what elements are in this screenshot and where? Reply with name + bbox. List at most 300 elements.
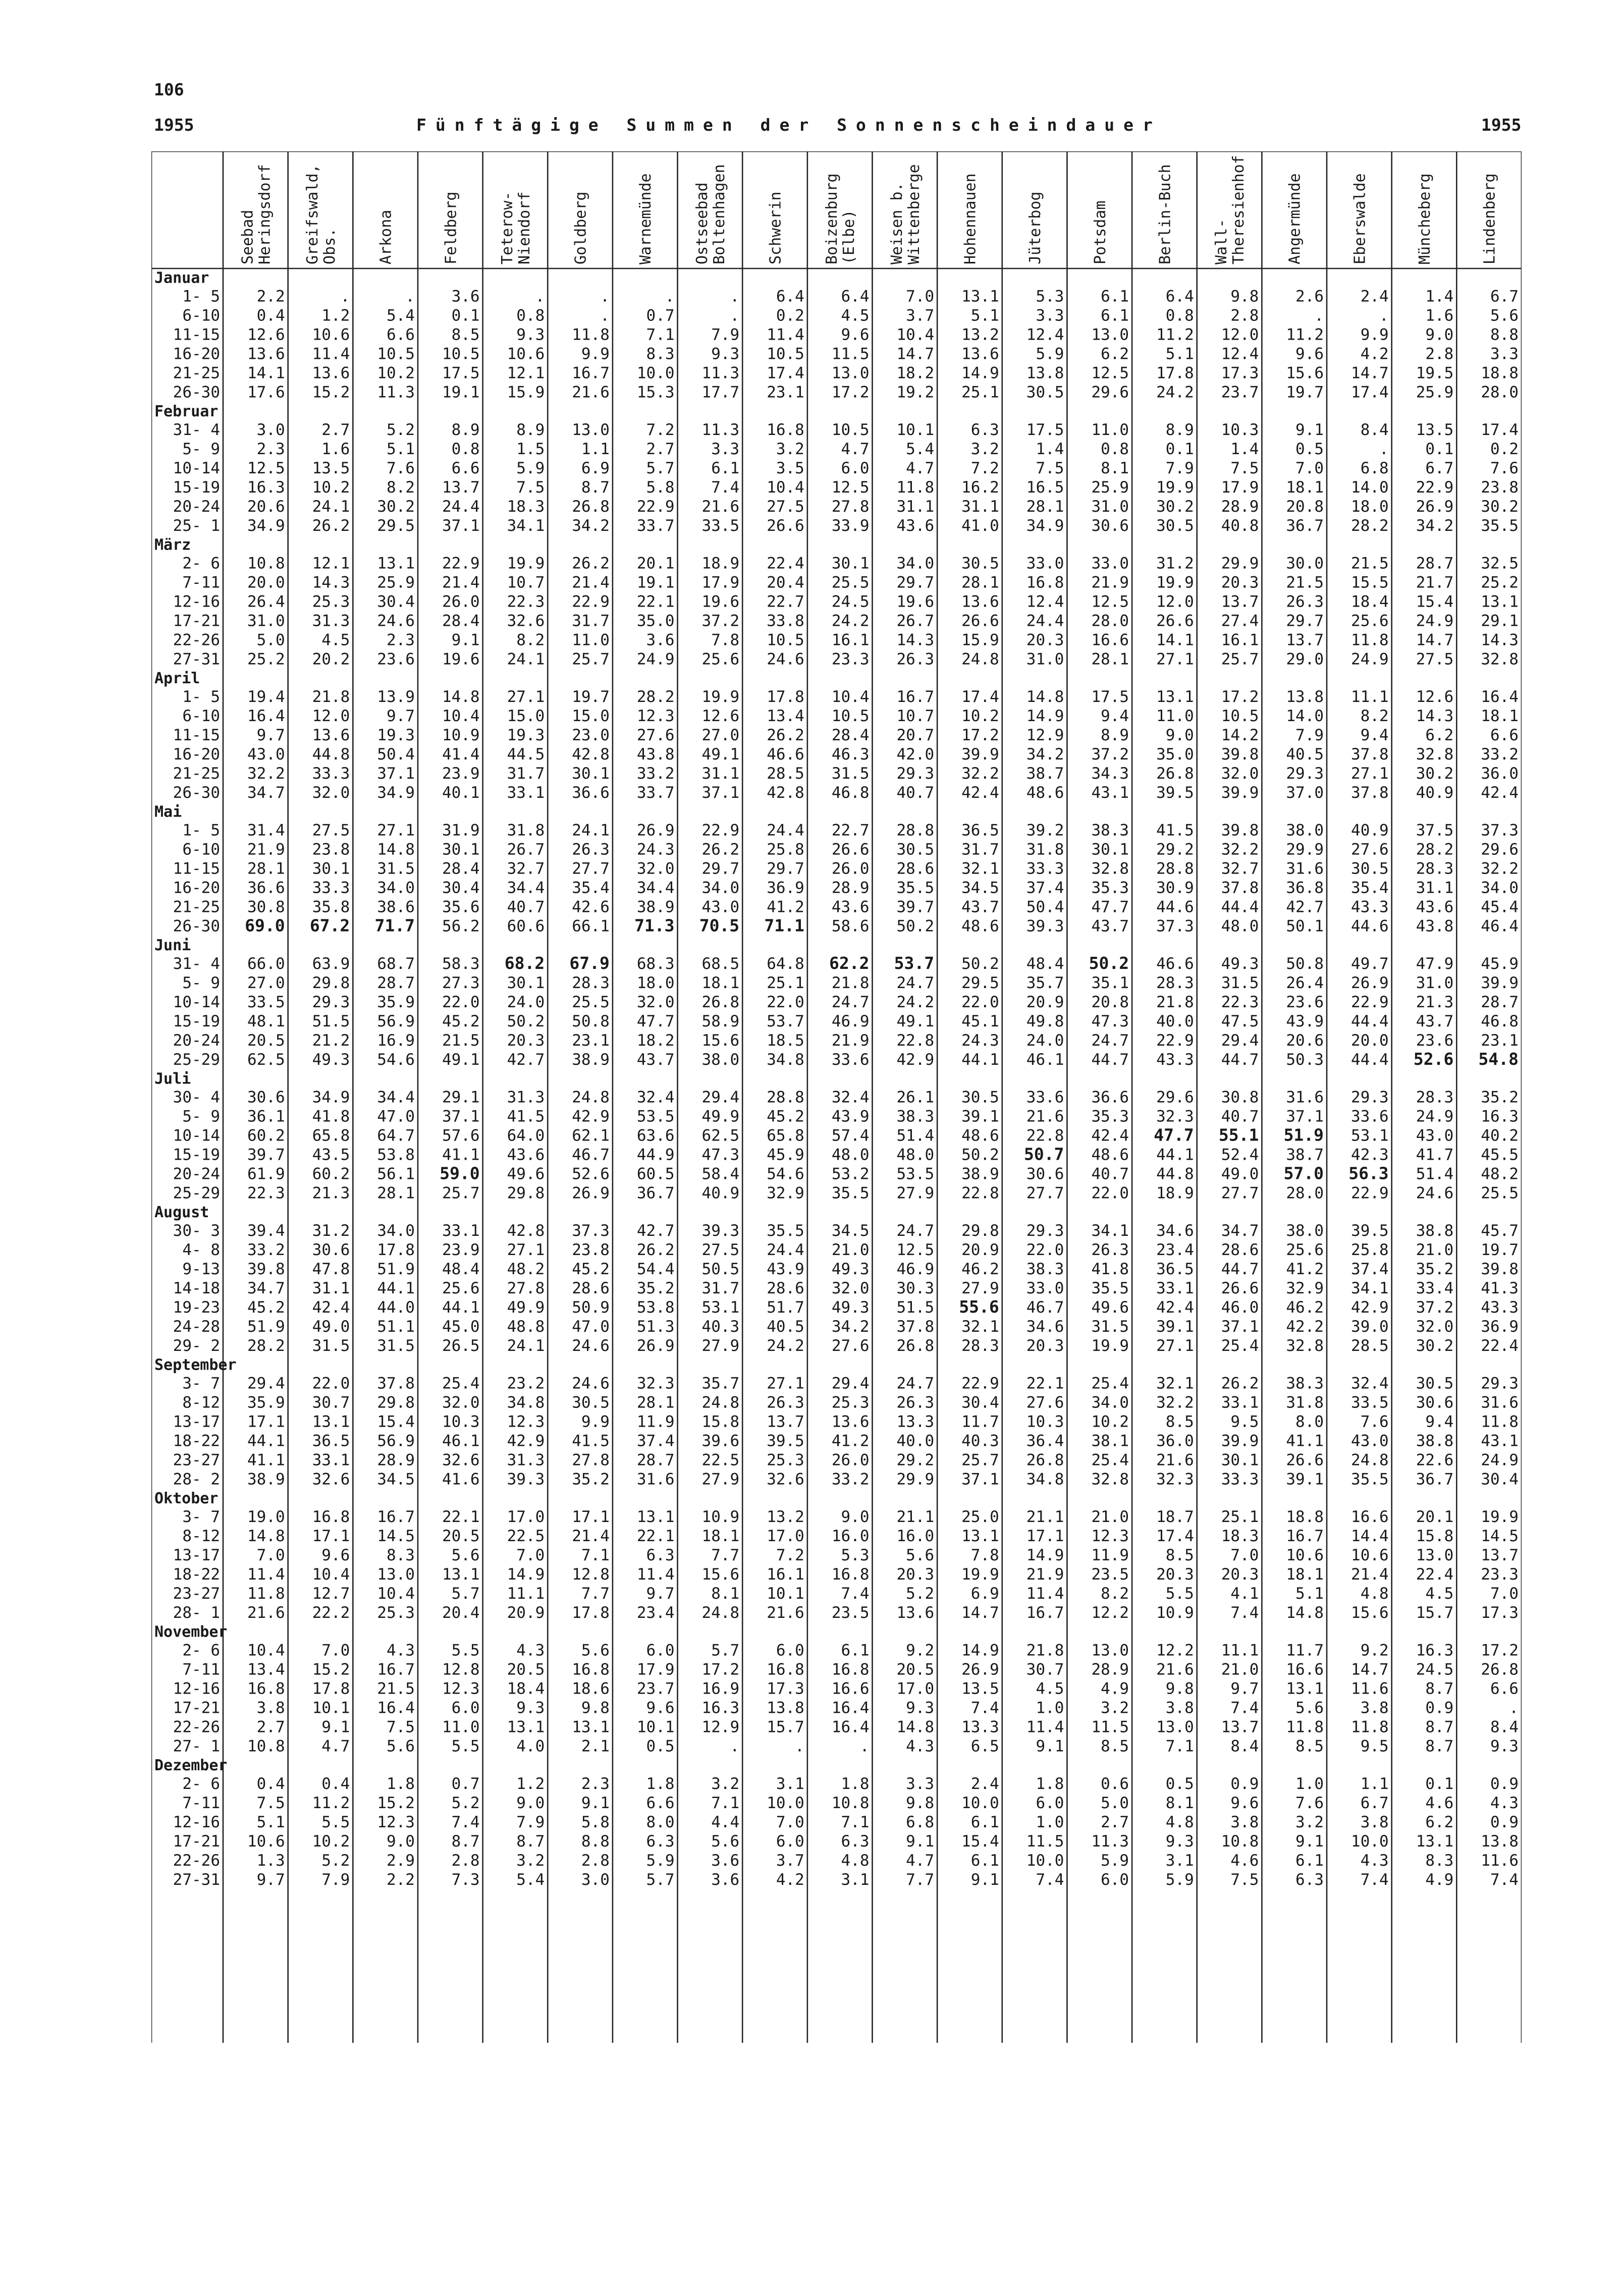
period-label: 26-30 [173, 383, 220, 402]
table-cell: 22.5 [701, 1451, 740, 1470]
table-cell: 37.2 [701, 612, 740, 630]
table-cell: 28.3 [572, 974, 610, 992]
table-cell: 9.9 [581, 345, 610, 363]
table-cell: 26.6 [1221, 1279, 1259, 1297]
table-cell: 11.3 [701, 364, 740, 383]
table-cell: 16.1 [767, 1565, 804, 1584]
table-cell: 30.1 [507, 974, 545, 992]
table-cell: 44.7 [1221, 1051, 1259, 1069]
table-cell: 6.1 [1295, 1852, 1324, 1870]
table-cell: 31.5 [831, 765, 870, 783]
table-cell: 32.7 [507, 859, 545, 878]
table-cell: 5.2 [451, 1794, 480, 1812]
table-cell: 33.1 [442, 1222, 480, 1240]
table-cell: 62.2 [829, 953, 870, 973]
table-cell: 28.2 [1416, 840, 1454, 859]
table-cell: 41.7 [1416, 1146, 1454, 1164]
table-cell: 47.7 [636, 1012, 675, 1030]
table-cell: 27.1 [507, 1241, 545, 1259]
table-cell: 49.9 [701, 1107, 740, 1126]
table-cell: 7.1 [1165, 1737, 1194, 1756]
table-cell: 39.8 [1221, 821, 1259, 840]
table-cell: 39.7 [247, 1146, 285, 1164]
table-cell: 0.7 [646, 306, 675, 325]
table-cell: 35.5 [1091, 1279, 1129, 1297]
table-cell: 25.9 [377, 573, 415, 592]
table-cell: 13.1 [442, 1565, 480, 1584]
table-cell: 31.3 [507, 1451, 545, 1470]
table-cell: 6.3 [841, 1832, 870, 1851]
table-cell: 0.9 [1490, 1813, 1519, 1831]
table-cell: 22.3 [507, 592, 545, 611]
table-cell: 35.6 [442, 898, 480, 916]
table-cell: 18.1 [701, 1527, 740, 1545]
table-cell: 42.9 [572, 1107, 610, 1126]
table-cell: 44.7 [1221, 1260, 1259, 1278]
table-cell: 48.6 [961, 1126, 999, 1145]
table-cell: 24.6 [377, 612, 415, 630]
table-cell: 8.3 [1425, 1852, 1454, 1870]
table-cell: 0.4 [321, 1775, 350, 1793]
period-label: 17-21 [173, 1832, 220, 1851]
table-cell: 36.6 [1091, 1088, 1129, 1107]
table-cell: 32.7 [1221, 859, 1259, 878]
table-cell: 6.3 [646, 1832, 675, 1851]
table-cell: 24.7 [831, 993, 870, 1011]
period-label: 25-29 [173, 1184, 220, 1203]
station-name: Angermünde [1286, 173, 1304, 264]
table-cell: 30.2 [1481, 498, 1519, 516]
table-cell: 31.5 [377, 1337, 415, 1355]
table-cell: 18.4 [507, 1679, 545, 1698]
table-cell: 14.1 [247, 364, 285, 383]
table-cell: 37.3 [572, 1222, 610, 1240]
table-cell: 5.3 [841, 1546, 870, 1564]
table-cell: 68.3 [636, 955, 675, 973]
period-label: 20-24 [173, 498, 220, 516]
table-cell: 10.7 [507, 573, 545, 592]
table-cell: 12.3 [636, 707, 675, 725]
table-cell: 28.0 [1481, 383, 1519, 402]
table-cell: 0.9 [1425, 1699, 1454, 1717]
table-cell: 50.2 [896, 917, 935, 936]
table-cell: 34.2 [572, 517, 610, 535]
table-cell: 47.5 [1221, 1012, 1259, 1030]
table-cell: 17.8 [767, 688, 804, 706]
table-cell: 13.1 [312, 1413, 350, 1431]
table-cell: 23.9 [442, 765, 480, 783]
table-cell: 50.2 [1089, 953, 1129, 973]
table-cell: 12.7 [312, 1585, 350, 1603]
period-label: 28- 2 [173, 1470, 220, 1489]
table-cell: 39.9 [1221, 784, 1259, 802]
table-cell: 68.7 [377, 955, 415, 973]
table-cell: 60.2 [312, 1165, 350, 1183]
table-cell: 6.6 [1490, 726, 1519, 744]
table-cell: 34.7 [1221, 1222, 1259, 1240]
table-cell: 10.8 [831, 1794, 870, 1812]
table-cell: 30.4 [961, 1393, 999, 1412]
table-cell: 40.3 [961, 1432, 999, 1450]
table-cell: 61.9 [247, 1165, 285, 1183]
table-cell: . [340, 287, 350, 306]
table-cell: 21.4 [1351, 1565, 1389, 1584]
table-cell: 38.0 [1286, 821, 1324, 840]
table-cell: 27.5 [767, 498, 804, 516]
table-cell: 5.6 [1295, 1699, 1324, 1717]
table-cell: 25.4 [1221, 1337, 1259, 1355]
station-name: Theresienhof [1230, 155, 1248, 264]
table-cell: 50.4 [377, 745, 415, 764]
table-cell: 21.9 [1026, 1565, 1064, 1584]
table-cell: 23.7 [636, 1679, 675, 1698]
table-cell: 15.8 [1416, 1527, 1454, 1545]
table-cell: 4.5 [321, 631, 350, 649]
table-cell: 51.1 [377, 1318, 415, 1336]
table-cell: 51.4 [896, 1126, 935, 1145]
table-cell: 31.1 [961, 498, 999, 516]
table-cell: 10.6 [312, 325, 350, 344]
table-cell: 30.2 [1156, 498, 1194, 516]
table-cell: 40.3 [701, 1318, 740, 1336]
table-cell: 34.0 [377, 879, 415, 897]
table-cell: 17.1 [247, 1413, 285, 1431]
table-cell: 7.2 [970, 459, 999, 477]
table-cell: 25.2 [247, 650, 285, 669]
table-cell: 53.8 [636, 1298, 675, 1317]
table-cell: 71.7 [374, 915, 415, 936]
table-cell: 37.1 [1286, 1107, 1324, 1126]
table-cell: 23.1 [767, 383, 804, 402]
table-cell: 9.1 [321, 1718, 350, 1736]
period-label: 11-15 [173, 859, 220, 878]
table-cell: 5.1 [970, 306, 999, 325]
table-cell: 9.9 [581, 1413, 610, 1431]
table-cell: 21.4 [572, 1527, 610, 1545]
table-cell: 42.4 [312, 1298, 350, 1317]
table-cell: 64.8 [767, 955, 804, 973]
table-cell: 18.1 [701, 974, 740, 992]
table-cell: 20.8 [1286, 498, 1324, 516]
table-cell: 67.9 [569, 953, 610, 973]
table-cell: 11.5 [1091, 1718, 1129, 1736]
period-label: 1- 5 [182, 287, 220, 306]
table-cell: 9.0 [1165, 726, 1194, 744]
table-cell: 33.1 [1156, 1279, 1194, 1297]
table-cell: 43.7 [636, 1051, 675, 1069]
table-cell: 40.5 [767, 1318, 804, 1336]
table-cell: 50.1 [1286, 917, 1324, 936]
table-cell: 30.1 [312, 859, 350, 878]
table-cell: 46.0 [1221, 1298, 1259, 1317]
table-cell: 14.7 [1416, 631, 1454, 649]
table-cell: 0.5 [646, 1737, 675, 1756]
table-cell: 8.7 [516, 1832, 545, 1851]
table-cell: 18.7 [1156, 1508, 1194, 1526]
table-cell: 40.8 [1221, 517, 1259, 535]
table-cell: 38.3 [1026, 1260, 1064, 1278]
table-cell: 50.8 [572, 1012, 610, 1030]
table-cell: 20.6 [247, 498, 285, 516]
table-cell: 30.5 [1026, 383, 1064, 402]
table-cell: 35.4 [572, 879, 610, 897]
table-cell: 29.9 [1286, 840, 1324, 859]
table-cell: 31.0 [247, 612, 285, 630]
table-cell: 13.0 [377, 1565, 415, 1584]
table-cell: 30.2 [1416, 765, 1454, 783]
table-cell: 32.0 [312, 784, 350, 802]
table-cell: 14.1 [1156, 631, 1194, 649]
table-cell: 35.5 [1481, 517, 1519, 535]
table-cell: 22.0 [442, 993, 480, 1011]
table-cell: 51.3 [636, 1318, 675, 1336]
table-cell: 58.6 [831, 917, 870, 936]
table-cell: 15.4 [1416, 592, 1454, 611]
table-cell: 10.2 [312, 1832, 350, 1851]
table-cell: 11.2 [1286, 325, 1324, 344]
table-cell: 26.9 [636, 1337, 675, 1355]
table-cell: 28.9 [831, 879, 870, 897]
table-cell: 46.1 [1026, 1051, 1064, 1069]
table-cell: 23.6 [1416, 1031, 1454, 1050]
table-cell: 9.1 [1036, 1737, 1064, 1756]
period-label: 27-31 [173, 650, 220, 669]
table-cell: 13.5 [961, 1679, 999, 1698]
table-cell: 0.9 [1490, 1775, 1519, 1793]
table-cell: 32.2 [1156, 1393, 1194, 1412]
table-cell: 22.9 [442, 554, 480, 573]
table-cell: 8.8 [1490, 325, 1519, 344]
table-cell: 24.7 [896, 974, 935, 992]
page-title: Fünftägige Summen der Sonnenscheindauer [416, 115, 1162, 135]
table-cell: 20.3 [1221, 573, 1259, 592]
table-cell: 48.4 [442, 1260, 480, 1278]
period-label: 5- 9 [182, 974, 220, 992]
table-cell: 6.2 [1425, 726, 1454, 744]
table-cell: 21.7 [1416, 573, 1454, 592]
table-cell: 6.0 [1101, 1871, 1129, 1889]
table-cell: 24.2 [1156, 383, 1194, 402]
period-label: 2- 6 [182, 1641, 220, 1660]
table-cell: 33.6 [1026, 1088, 1064, 1107]
table-cell: 11.0 [1091, 421, 1129, 439]
table-cell: 33.3 [1221, 1470, 1259, 1489]
table-cell: 28.4 [442, 859, 480, 878]
table-cell: 27.3 [442, 974, 480, 992]
table-cell: 48.2 [1481, 1165, 1519, 1183]
table-cell: 6.0 [646, 1641, 675, 1660]
table-cell: 0.2 [776, 306, 804, 325]
table-cell: 3.5 [776, 459, 804, 477]
table-cell: 26.9 [636, 821, 675, 840]
table-cell: 48.0 [831, 1146, 870, 1164]
table-cell: 14.9 [1026, 1546, 1064, 1564]
period-label: 8-12 [182, 1527, 220, 1545]
table-cell: 29.3 [1481, 1374, 1519, 1393]
table-cell: 4.7 [321, 1737, 350, 1756]
table-cell: 22.7 [767, 592, 804, 611]
table-cell: 3.8 [1230, 1813, 1259, 1831]
table-cell: 27.7 [572, 859, 610, 878]
table-cell: 16.8 [831, 1565, 870, 1584]
table-cell: 20.0 [1351, 1031, 1389, 1050]
table-cell: 50.2 [961, 955, 999, 973]
table-cell: 56.3 [1348, 1163, 1389, 1183]
table-cell: 7.1 [581, 1546, 610, 1564]
table-cell: 33.5 [701, 517, 740, 535]
table-cell: 1.2 [321, 306, 350, 325]
table-cell: 21.0 [1091, 1508, 1129, 1526]
table-cell: 11.3 [1091, 1832, 1129, 1851]
table-cell: 20.9 [507, 1604, 545, 1622]
table-cell: 1.0 [1036, 1699, 1064, 1717]
table-cell: 26.0 [442, 592, 480, 611]
table-cell: 5.5 [451, 1641, 480, 1660]
table-cell: 30.1 [1091, 840, 1129, 859]
table-cell: 42.9 [1351, 1298, 1389, 1317]
table-cell: . [730, 306, 740, 325]
table-cell: 39.4 [247, 1222, 285, 1240]
table-cell: 41.4 [442, 745, 480, 764]
table-cell: 46.8 [1481, 1012, 1519, 1030]
table-cell: 8.1 [1165, 1794, 1194, 1812]
month-label: Februar [154, 403, 219, 420]
table-cell: 19.2 [896, 383, 935, 402]
table-cell: 27.5 [701, 1241, 740, 1259]
table-cell: 12.3 [1091, 1527, 1129, 1545]
table-cell: 37.8 [1221, 879, 1259, 897]
table-cell: 7.7 [906, 1871, 935, 1889]
table-cell: 43.0 [1416, 1126, 1454, 1145]
table-cell: 39.5 [1351, 1222, 1389, 1240]
period-label: 7-11 [182, 1660, 220, 1679]
table-cell: 12.5 [1091, 592, 1129, 611]
table-cell: 49.0 [312, 1318, 350, 1336]
table-cell: 27.5 [1416, 650, 1454, 669]
table-cell: 32.1 [961, 859, 999, 878]
table-cell: 11.4 [767, 325, 804, 344]
table-cell: 10.8 [247, 554, 285, 573]
table-cell: 5.4 [906, 440, 935, 458]
table-cell: 20.1 [636, 554, 675, 573]
table-cell: 25.3 [312, 592, 350, 611]
period-label: 31- 4 [173, 955, 220, 973]
table-cell: 6.8 [1360, 459, 1389, 477]
table-cell: 27.1 [1156, 1337, 1194, 1355]
table-cell: 31.1 [1416, 879, 1454, 897]
table-cell: 4.6 [1425, 1794, 1454, 1812]
table-cell: 9.7 [256, 726, 285, 744]
table-cell: 32.1 [961, 1318, 999, 1336]
table-cell: 8.5 [1101, 1737, 1129, 1756]
table-cell: 26.8 [701, 993, 740, 1011]
table-cell: 50.7 [1023, 1144, 1064, 1164]
table-cell: 28.9 [1091, 1660, 1129, 1679]
table-cell: 22.9 [1416, 478, 1454, 497]
table-cell: 11.8 [247, 1585, 285, 1603]
table-cell: 20.3 [1026, 631, 1064, 649]
period-label: 24-28 [173, 1318, 220, 1336]
table-cell: 13.8 [1026, 364, 1064, 383]
table-cell: 10.4 [247, 1641, 285, 1660]
table-cell: 27.1 [377, 821, 415, 840]
table-cell: 21.6 [572, 383, 610, 402]
station-name: Potsdam [1091, 200, 1109, 264]
table-cell: 14.8 [377, 840, 415, 859]
table-cell: 22.9 [636, 498, 675, 516]
table-cell: 27.8 [507, 1279, 545, 1297]
table-cell: 22.0 [1026, 1241, 1064, 1259]
table-cell: 29.2 [1156, 840, 1194, 859]
table-cell: 20.9 [961, 1241, 999, 1259]
table-cell: 25.7 [961, 1451, 999, 1470]
table-cell: 33.7 [636, 517, 675, 535]
table-cell: 28.3 [961, 1337, 999, 1355]
table-cell: 13.1 [961, 287, 999, 306]
table-cell: 41.2 [767, 898, 804, 916]
table-cell: 48.6 [961, 917, 999, 936]
table-cell: 13.1 [1481, 592, 1519, 611]
table-cell: 17.3 [1481, 1604, 1519, 1622]
table-cell: 3.3 [1036, 306, 1064, 325]
table-cell: 24.4 [442, 498, 480, 516]
table-cell: 47.8 [312, 1260, 350, 1278]
table-cell: 21.5 [442, 1031, 480, 1050]
table-cell: 56.9 [377, 1432, 415, 1450]
table-cell: 33.0 [1026, 1279, 1064, 1297]
table-cell: 31.5 [1091, 1318, 1129, 1336]
table-cell: 5.6 [1490, 306, 1519, 325]
period-label: 21-25 [173, 898, 220, 916]
table-cell: 14.9 [507, 1565, 545, 1584]
table-cell: 51.5 [896, 1298, 935, 1317]
table-cell: 17.2 [1481, 1641, 1519, 1660]
table-cell: 17.8 [312, 1679, 350, 1698]
table-cell: 39.5 [767, 1432, 804, 1450]
table-cell: 30.4 [377, 592, 415, 611]
table-cell: 22.8 [896, 1031, 935, 1050]
month-label: Juli [154, 1070, 191, 1088]
table-cell: 32.8 [1091, 1470, 1129, 1489]
table-cell: 5.1 [386, 440, 415, 458]
table-cell: 53.1 [701, 1298, 740, 1317]
table-cell: 7.4 [970, 1699, 999, 1717]
table-cell: 24.9 [1351, 650, 1389, 669]
table-cell: 13.3 [896, 1413, 935, 1431]
period-label: 18-22 [173, 1432, 220, 1450]
table-cell: 15.4 [961, 1832, 999, 1851]
table-cell: 34.7 [247, 784, 285, 802]
table-cell: 16.3 [247, 478, 285, 497]
table-cell: 13.5 [312, 459, 350, 477]
table-cell: 24.6 [572, 1337, 610, 1355]
table-cell: 28.1 [636, 1393, 675, 1412]
table-cell: 5.7 [451, 1585, 480, 1603]
table-cell: 25.3 [377, 1604, 415, 1622]
table-cell: 25.6 [1351, 612, 1389, 630]
table-cell: 10.9 [442, 726, 480, 744]
table-cell: 7.4 [1036, 1871, 1064, 1889]
table-cell: 42.8 [572, 745, 610, 764]
table-cell: 30.6 [312, 1241, 350, 1259]
station-name: Weisen b. [888, 182, 906, 264]
table-cell: 0.7 [451, 1775, 480, 1793]
table-cell: 2.3 [581, 1775, 610, 1793]
table-cell: 11.6 [1481, 1852, 1519, 1870]
table-cell: 6.6 [646, 1794, 675, 1812]
table-cell: 42.3 [1351, 1146, 1389, 1164]
table-cell: . [1379, 440, 1389, 458]
